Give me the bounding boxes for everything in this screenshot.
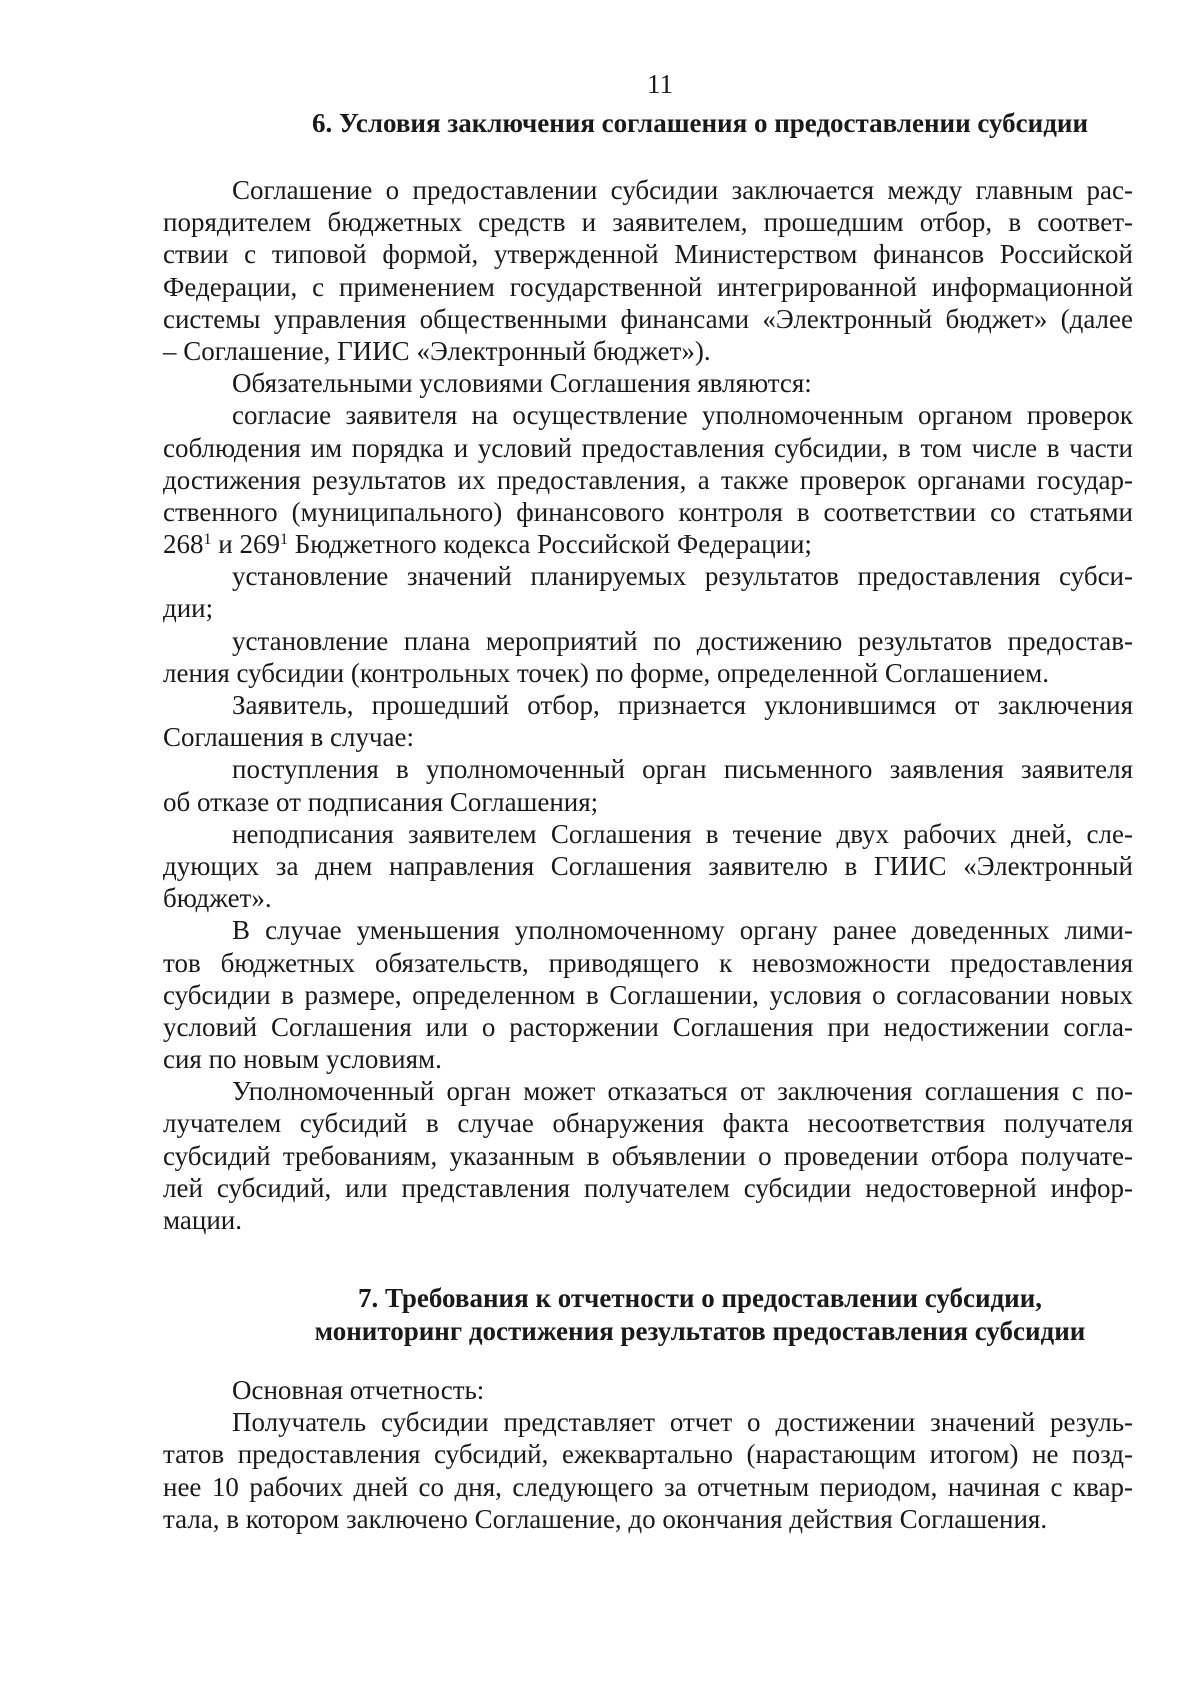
text-line: дующих за днем направления Соглашения заявителю в ГИИС «Электронный [163,850,1133,881]
text-line: установление плана мероприятий по достижению результатов предостав- [232,625,1133,656]
page-number: 11 [647,69,673,99]
text-line: достижения результатов их предоставления, а также проверок органами государ- [163,464,1133,495]
text-line: дии; [163,593,214,624]
text-line: Обязательными условиями Соглашения являются: [232,368,812,399]
text-line: тала, в котором заключено Соглашение, до окончания действия Соглашения. [163,1503,1048,1534]
section-7-heading [200,1282,1200,1348]
text-line: Соглашение о предоставлении субсидии заключается между главным рас- [232,175,1133,205]
text-line: тов бюджетных обязательств, приводящего к невозможности предоставления [163,947,1133,978]
text-line: соблюдения им порядка и условий предоставления субсидии, в том числе в части [163,432,1133,463]
text-line: Соглашения в случае: [163,722,415,753]
section-6-heading [200,107,1200,140]
section-7-title-line-2: мониторинг достижения результатов предоставления субсидии [314,1316,1086,1346]
text-line: об отказе от подписания Соглашения; [163,786,599,817]
text-line: ления субсидии (контрольных точек) по форме, определенной Соглашением. [163,657,1049,688]
text-line: – Соглашение, ГИИС «Электронный бюджет»). [163,335,711,366]
text-line: системы управления общественными финансами «Электронный бюджет» (далее [163,303,1133,334]
text-line: лей субсидий, или представления получателем субсидии недостоверной инфор- [163,1172,1133,1203]
article-269: и 269 [211,529,280,560]
section-6-title: 6. Условия заключения соглашения о предоставлении субсидии [311,108,1088,138]
text-line: порядителем бюджетных средств и заявителем, прошедшим отбор, в соответ- [163,207,1133,238]
text-line: согласие заявителя на осуществление уполномоченным органом проверок [232,400,1133,431]
text-line: установление значений планируемых результатов предоставления субси- [232,561,1133,592]
text-line-article-refs [163,528,1133,560]
text-line: мации. [163,1205,242,1235]
text-line: неподписания заявителем Соглашения в течение двух рабочих дней, сле- [232,818,1133,849]
budget-code-ref: Бюджетного кодекса Российской Федерации; [287,529,812,560]
section-7-body [163,1374,1133,1535]
article-268: 268 [163,529,204,560]
text-line: условий Соглашения или о расторжении Соглашения при недостижении согла- [163,1011,1133,1042]
text-line: субсидии в размере, определенном в Соглашении, условия о согласовании новых [163,979,1133,1010]
text-line: субсидий требованиям, указанным в объявлении о проведении отбора получате- [163,1140,1133,1171]
text-line: сия по новым условиям. [163,1044,442,1075]
text-line: нее 10 рабочих дней со дня, следующего за отчетным периодом, начиная с квар- [163,1471,1133,1502]
text-line: поступления в уполномоченный орган письменного заявления заявителя [232,754,1133,785]
text-line: Федерации, с применением государственной интегрированной информационной [163,271,1133,302]
text-line: Получатель субсидии представляет отчет о достижении значений резуль- [232,1407,1133,1438]
section-6-body [163,174,1133,1236]
section-7-title-line-1: 7. Требования к отчетности о предоставлении субсидии, [357,1283,1043,1313]
text-line: бюджет». [163,883,272,914]
text-line: Заявитель, прошедший отбор, признается уклонившимся от заключения [232,690,1133,720]
superscript: 1 [203,531,212,549]
text-line: Уполномоченный орган может отказаться от заключения соглашения с по- [232,1076,1133,1107]
text-line: Основная отчетность: [232,1375,485,1405]
text-line: лучателем субсидий в случае обнаружения факта несоответствия получателя [163,1108,1133,1139]
text-line: В случае уменьшения уполномоченному органу ранее доведенных лими- [232,915,1133,946]
superscript: 1 [279,531,288,549]
text-line: ствии с типовой формой, утвержденной Министерством финансов Российской [163,239,1133,270]
text-line: татов предоставления субсидий, ежеквартально (нарастающим итогом) не позд- [163,1439,1133,1470]
text-line: ственного (муниципального) финансового контроля в соответствии со статьями [163,496,1133,527]
